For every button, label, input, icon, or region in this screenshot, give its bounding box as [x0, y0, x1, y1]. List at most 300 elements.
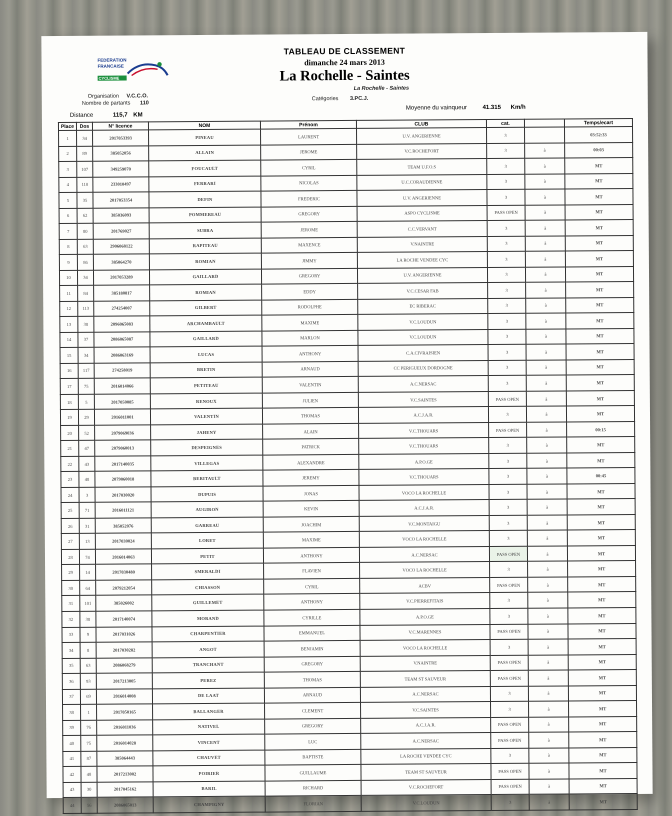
cell-dos: 38	[78, 316, 94, 332]
cell-licence: 2017030024	[95, 533, 151, 549]
cell-place: 44	[63, 798, 81, 814]
cell-nom: PEREZ	[152, 672, 264, 688]
cell-temps: MT	[568, 561, 636, 577]
cell-prenom: JEREMY	[263, 470, 359, 486]
logo-line1: FEDERATION	[97, 57, 127, 63]
sheet-title: TABLEAU DE CLASSEMENT	[283, 45, 406, 57]
cell-place: 32	[62, 611, 80, 627]
cell-temps: MT	[565, 173, 633, 189]
cell-cat: 3	[487, 251, 525, 267]
cell-licence: 201769027	[93, 223, 149, 239]
cell-prenom: BAPTISTE	[265, 749, 361, 765]
cell-nom: GARREAU	[151, 517, 263, 533]
cell-nom: DUPUIS	[151, 486, 263, 502]
cell-nom: GUILLEMET	[152, 595, 264, 611]
cell-prenom: PATRICK	[263, 439, 359, 455]
cell-temps: 03:52:33	[564, 126, 632, 142]
cell-a: à	[526, 329, 566, 345]
race-date: dimanche 24 mars 2013	[304, 57, 385, 68]
cell-dos: 31	[79, 518, 95, 534]
cell-cat: 3	[489, 469, 527, 485]
cell-place: 26	[61, 518, 79, 534]
cell-licence: 385052076	[95, 518, 151, 534]
logo-line2: FRANCAISE	[97, 63, 124, 69]
cell-temps: MT	[567, 483, 635, 499]
cell-dos: 84	[78, 285, 94, 301]
cell-place: 33	[62, 627, 80, 643]
cell-dos: 101	[80, 596, 96, 612]
cell-prenom: ALEXANDRE	[263, 454, 359, 470]
cell-cat: 3	[487, 174, 525, 190]
cell-cat: 3	[490, 639, 528, 655]
cell-nom: DEFIN	[149, 191, 261, 207]
cell-cat: 3	[487, 143, 525, 159]
cell-temps: MT	[569, 747, 637, 763]
cell-cat: 3	[488, 375, 526, 391]
cell-dos: 52	[79, 425, 95, 441]
cell-cat: PASS OPEN	[487, 205, 525, 221]
cell-nom: JAHENY	[151, 424, 263, 440]
cell-cat: PASS OPEN	[489, 546, 527, 562]
cell-a: à	[529, 717, 569, 733]
cell-prenom: LAURENT	[261, 128, 357, 144]
cell-dos: 76	[81, 720, 97, 736]
cell-prenom: GREGORY	[261, 268, 357, 284]
cell-prenom: RODOLPHE	[262, 299, 358, 315]
cell-temps: MT	[566, 282, 634, 298]
cell-licence: 2017030020	[95, 487, 151, 503]
cell-dos: 110	[77, 177, 93, 193]
cell-cat: 3	[487, 236, 525, 252]
cell-a: à	[526, 360, 566, 376]
cell-place: 19	[60, 410, 78, 426]
cell-cat: 3	[488, 360, 526, 376]
cell-prenom: CLEMENT	[265, 702, 361, 718]
cell-nom: ALLAIN	[149, 145, 261, 161]
cell-licence: 2017053289	[93, 270, 149, 286]
cell-nom: AUGIRON	[151, 501, 263, 517]
cell-prenom: MAXENCE	[261, 237, 357, 253]
cell-temps: MT	[567, 452, 635, 468]
cell-place: 22	[61, 456, 79, 472]
logo-line3: CYCLISME	[98, 76, 127, 81]
cell-nom: RENOUX	[150, 393, 262, 409]
cell-temps: MT	[565, 204, 633, 220]
cell-dos: 48	[79, 472, 95, 488]
cell-cat: 3	[491, 701, 529, 717]
cell-a: à	[529, 794, 569, 810]
cell-prenom: ANTHONY	[264, 594, 360, 610]
cell-prenom: ANTHONY	[263, 547, 359, 563]
cell-dos: 8	[80, 642, 96, 658]
cell-cat: PASS OPEN	[491, 732, 529, 748]
cell-temps: MT	[569, 778, 637, 794]
cell-prenom: GREGORY	[261, 206, 357, 222]
cell-place: 17	[60, 379, 78, 395]
cell-licence: 2017140035	[95, 456, 151, 472]
cell-temps: MT	[565, 220, 633, 236]
cell-nom: POMMEREAU	[149, 207, 261, 223]
cell-club: V.C.MARENNES	[360, 624, 490, 640]
cell-place: 27	[61, 534, 79, 550]
cell-dos: 34	[77, 270, 93, 286]
distance	[70, 112, 143, 119]
cell-nom: ANGOT	[152, 641, 264, 657]
cell-temps: MT	[566, 328, 634, 344]
cell-temps: 00:03	[565, 142, 633, 158]
cell-club: V.C.LOUDUN	[361, 795, 491, 811]
cell-nom: ROMIAN	[149, 253, 261, 269]
cell-place: 38	[63, 704, 81, 720]
cell-nom: GILBERT	[150, 300, 262, 316]
col-cat: cat.	[486, 119, 524, 127]
cell-place: 29	[62, 565, 80, 581]
cell-temps: MT	[569, 732, 637, 748]
cell-cat: 3	[490, 686, 528, 702]
cell-nom: MORAND	[152, 610, 264, 626]
cell-place: 35	[62, 658, 80, 674]
cell-prenom: EMMANUEL	[264, 625, 360, 641]
cell-prenom: FLORIAN	[265, 796, 361, 812]
cell-cat: 3	[490, 608, 528, 624]
cell-a: à	[529, 732, 569, 748]
cell-a	[524, 127, 564, 143]
results-table	[58, 118, 638, 814]
cell-club: ASPO CYCLISME	[357, 205, 487, 221]
cell-licence: 2017030282	[96, 642, 152, 658]
cell-place: 25	[61, 503, 79, 519]
cell-a: à	[527, 515, 567, 531]
cell-a: à	[529, 763, 569, 779]
cell-dos: 1	[81, 704, 97, 720]
cell-nom: VILLEGAS	[151, 455, 263, 471]
cell-licence: 2086065013	[97, 797, 153, 813]
cell-place: 9	[59, 255, 77, 271]
cell-dos: 13	[79, 534, 95, 550]
cell-dos: 3	[79, 487, 95, 503]
results-sheet	[41, 32, 652, 808]
cell-prenom: JOACHIM	[263, 516, 359, 532]
cell-club: V.C.ROCHEFORT	[357, 143, 487, 159]
cell-club: U.C.CORAUDIENNE	[357, 174, 487, 190]
cell-licence: 2086065087	[94, 332, 150, 348]
cell-a: à	[527, 484, 567, 500]
col-a	[524, 119, 564, 127]
cell-cat: 3	[487, 220, 525, 236]
cell-place: 39	[63, 720, 81, 736]
cell-club: VOCO LA ROCHELLE	[359, 531, 489, 547]
cell-dos: 35	[77, 192, 93, 208]
moyenne	[406, 105, 526, 112]
cell-temps: MT	[567, 514, 635, 530]
cell-dos: 38	[80, 611, 96, 627]
cell-a: à	[526, 391, 566, 407]
cell-a: à	[528, 561, 568, 577]
cell-place: 21	[61, 441, 79, 457]
cell-club: V.NAINTRE	[357, 236, 487, 252]
cell-temps: MT	[567, 499, 635, 515]
cell-club: U.V. ANGERIENNE	[357, 190, 487, 206]
cell-prenom: CYRIL	[264, 578, 360, 594]
cell-nom: PINEAU	[149, 129, 261, 145]
cell-club: EC RIBERAC	[358, 298, 488, 314]
cell-dos: 37	[78, 332, 94, 348]
cell-cat: PASS OPEN	[491, 763, 529, 779]
cell-nom: ROMIAN	[150, 284, 262, 300]
cell-place: 36	[62, 673, 80, 689]
cell-prenom: MAXIME	[262, 315, 358, 331]
cell-dos: 71	[79, 503, 95, 519]
cell-nom: DE LAAT	[152, 688, 264, 704]
cell-nom: VINCENT	[153, 734, 265, 750]
results-body	[59, 126, 638, 813]
cell-club: V.C.THOUARS	[359, 469, 489, 485]
cell-a: à	[527, 546, 567, 562]
cell-licence: 274258019	[94, 363, 150, 379]
cell-prenom: VALENTIN	[262, 377, 358, 393]
cell-a: à	[528, 608, 568, 624]
cell-dos: 48	[81, 766, 97, 782]
cell-club: TEAM ST SAUVEUR	[360, 671, 490, 687]
cell-prenom: RICHARD	[265, 780, 361, 796]
cell-a: à	[525, 174, 565, 190]
cell-nom: DESPEIGNES	[151, 439, 263, 455]
cell-a: à	[527, 453, 567, 469]
cell-club: TEAM U.F.O.S	[357, 159, 487, 175]
cell-licence: 2016014066	[94, 378, 150, 394]
cell-cat: 3	[488, 282, 526, 298]
cell-licence: 385036093	[93, 207, 149, 223]
cell-licence: 2017031026	[96, 626, 152, 642]
cell-licence: 2016011036	[97, 719, 153, 735]
cell-licence: 2079069036	[95, 425, 151, 441]
cell-cat: 3	[488, 344, 526, 360]
categories-label: Catégories	[311, 96, 339, 103]
cell-temps: MT	[567, 545, 635, 561]
cell-prenom: THOMAS	[262, 408, 358, 424]
cell-nom: GAILLARD	[150, 331, 262, 347]
cell-cat: PASS OPEN	[491, 717, 529, 733]
cell-cat: 3	[487, 267, 525, 283]
cell-prenom: JULIEN	[262, 392, 358, 408]
cell-dos: 43	[79, 456, 95, 472]
cell-licence: 2016011121	[95, 502, 151, 518]
race-name: La Rochelle - Saintes	[279, 67, 410, 85]
cell-club: A.C.NERSAC	[361, 733, 491, 749]
cell-club: V.C.LOUDUN	[358, 314, 488, 330]
cell-cat: PASS OPEN	[490, 624, 528, 640]
moyenne-label: Moyenne du vainqueur	[405, 105, 467, 112]
cell-cat: PASS OPEN	[490, 577, 528, 593]
cell-temps: MT	[566, 313, 634, 329]
cell-temps: MT	[569, 763, 637, 779]
cell-licence: 2086063169	[94, 347, 150, 363]
cell-place: 28	[61, 549, 79, 565]
cell-prenom: FREDERIC	[261, 190, 357, 206]
cell-prenom: GREGORY	[265, 718, 361, 734]
cell-club: A.P.O.GE	[359, 453, 489, 469]
cell-place: 34	[62, 642, 80, 658]
cell-cat: PASS OPEN	[490, 655, 528, 671]
cell-licence: 2016011001	[94, 409, 150, 425]
cell-dos: 93	[80, 673, 96, 689]
cell-licence: 385052056	[93, 145, 149, 161]
distance-label: Distance	[69, 112, 94, 119]
cell-a: à	[528, 577, 568, 593]
cell-licence: 2079060018	[95, 471, 151, 487]
cell-club: V.C.MONTAIGU	[359, 515, 489, 531]
cell-a: à	[526, 298, 566, 314]
cell-club: C.A.CIVRAISIEN	[358, 345, 488, 361]
cell-cat: 3	[491, 794, 529, 810]
cell-nom: NATIVEL	[153, 719, 265, 735]
cell-club: A.C.J.A.R.	[359, 500, 489, 516]
cell-a: à	[526, 282, 566, 298]
cell-place: 41	[63, 751, 81, 767]
cell-temps: MT	[568, 592, 636, 608]
cell-prenom: GREGORY	[264, 656, 360, 672]
cell-club: ACBV	[360, 577, 490, 593]
cell-nom: RAPITEAU	[149, 238, 261, 254]
organisation-label: Organisation	[87, 93, 119, 100]
cell-nom: BARIL	[153, 781, 265, 797]
cell-cat: PASS OPEN	[488, 391, 526, 407]
cell-licence: 385180817	[94, 285, 150, 301]
cell-prenom: THOMAS	[264, 671, 360, 687]
cell-cat: 3	[489, 484, 527, 500]
cell-dos: 89	[77, 146, 93, 162]
table-row	[63, 794, 637, 814]
cell-club: V.NAINTRE	[360, 655, 490, 671]
cell-licence: 2016014063	[95, 549, 151, 565]
cell-a: à	[526, 375, 566, 391]
cell-club: V.C.THOUARS	[359, 422, 489, 438]
cell-a: à	[527, 530, 567, 546]
cell-dos: 80	[77, 223, 93, 239]
cell-dos: 34	[78, 347, 94, 363]
cell-club: A.C.J.A.R.	[358, 407, 488, 423]
cell-licence: 2017213002	[97, 766, 153, 782]
cell-dos: 86	[77, 254, 93, 270]
cell-dos: 107	[77, 161, 93, 177]
cell-nom: TRANCHANT	[152, 657, 264, 673]
cell-cat: 3	[489, 438, 527, 454]
cell-temps: MT	[568, 639, 636, 655]
cell-place: 11	[60, 286, 78, 302]
organisation-value: V.C.C.O.	[126, 93, 149, 100]
cell-prenom: JEROME	[261, 222, 357, 238]
cell-nom: PETITEAU	[150, 377, 262, 393]
cell-place: 12	[60, 301, 78, 317]
cell-club: U.V. ANGERIENNE	[357, 267, 487, 283]
cell-a: à	[529, 701, 569, 717]
cell-prenom: CYRILLE	[264, 609, 360, 625]
cell-nom: CHAMPIGNY	[153, 796, 265, 812]
cell-temps: MT	[566, 359, 634, 375]
categories	[312, 96, 369, 102]
cell-nom: BRETIN	[150, 362, 262, 378]
cell-a: à	[525, 220, 565, 236]
cell-temps: MT	[565, 235, 633, 251]
cell-licence: 233010497	[93, 176, 149, 192]
moyenne-unit: Km/h	[510, 104, 526, 111]
cell-dos: 56	[81, 797, 97, 813]
cell-a: à	[527, 468, 567, 484]
cell-nom: BERITAULT	[151, 470, 263, 486]
cell-prenom: JIMMY	[261, 253, 357, 269]
cell-club: V.C.CESAR FAB	[358, 283, 488, 299]
cell-place: 43	[63, 782, 81, 798]
cell-prenom: ARNAUD	[262, 361, 358, 377]
cell-prenom: ANTHONY	[262, 346, 358, 362]
cell-nom: POIRIER	[153, 765, 265, 781]
cell-a: à	[525, 267, 565, 283]
distance-unit: KM	[133, 112, 143, 119]
cell-nom: VALENTIN	[150, 408, 262, 424]
cell-prenom: ALAIN	[263, 423, 359, 439]
cell-place: 14	[60, 332, 78, 348]
cell-prenom: JONAS	[263, 485, 359, 501]
cell-licence: 2017050085	[94, 394, 150, 410]
cell-dos: 75	[78, 379, 94, 395]
cell-cat: 3	[489, 531, 527, 547]
cell-a: à	[525, 251, 565, 267]
cell-temps: MT	[565, 189, 633, 205]
col-temps: Temps/ecart	[564, 119, 632, 127]
cell-club: LA ROCHE VENDEE CYC	[357, 252, 487, 268]
cell-licence: 2086068279	[96, 657, 152, 673]
cell-dos: 69	[80, 689, 96, 705]
cell-nom: CHIASSON	[152, 579, 264, 595]
cell-prenom: MARLON	[262, 330, 358, 346]
cell-club: U.V. ANGERIENNE	[356, 128, 486, 144]
cell-dos: 75	[81, 735, 97, 751]
cell-club: VOCO LA ROCHELLE	[360, 640, 490, 656]
cell-licence: 385064443	[97, 750, 153, 766]
cell-club: LA ROCHE VENDEE CYC	[361, 748, 491, 764]
cell-temps: MT	[568, 607, 636, 623]
cell-temps: MT	[568, 623, 636, 639]
col-licence: N° licence	[92, 122, 148, 130]
cell-temps: MT	[567, 437, 635, 453]
cell-temps: MT	[568, 654, 636, 670]
cell-dos: 30	[81, 782, 97, 798]
cell-licence: 2079060013	[95, 440, 151, 456]
cell-place: 8	[59, 239, 77, 255]
cell-cat: 3	[487, 158, 525, 174]
organisation	[88, 93, 148, 99]
cell-cat: 3	[489, 500, 527, 516]
cell-nom: FOUCAULT	[149, 160, 261, 176]
cell-licence: 385064270	[93, 254, 149, 270]
cell-licence: 385026002	[96, 595, 152, 611]
cell-club: VOCO LA ROCHELLE	[360, 562, 490, 578]
cell-dos: 63	[80, 658, 96, 674]
cell-place: 42	[63, 767, 81, 783]
cell-prenom: LUC	[265, 734, 361, 750]
cell-dos: 9	[80, 627, 96, 643]
cell-temps: MT	[569, 716, 637, 732]
cell-temps: MT	[565, 266, 633, 282]
col-dos: Dos	[76, 122, 92, 130]
cell-place: 6	[59, 208, 77, 224]
cell-licence: 2017050165	[97, 704, 153, 720]
cell-prenom: KEVIN	[263, 501, 359, 517]
cell-cat: 3	[486, 127, 524, 143]
partants-value: 110	[139, 100, 149, 107]
cell-nom: ARCHAMBAULT	[150, 315, 262, 331]
cell-a: à	[525, 142, 565, 158]
